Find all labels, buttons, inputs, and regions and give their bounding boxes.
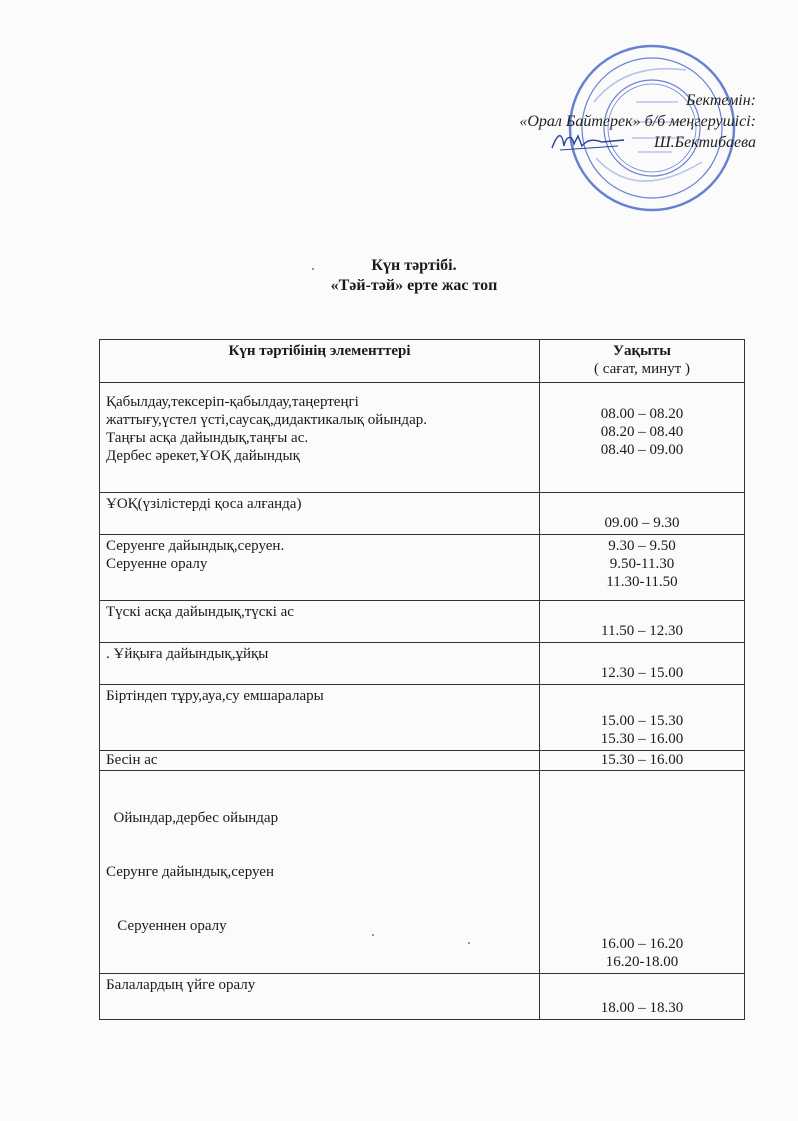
activity-cell xyxy=(100,771,540,974)
activity-line: ҰОҚ(үзілістерді қоса алғанда) xyxy=(106,496,302,512)
time-cell xyxy=(540,601,745,643)
time-value: 11.50 – 12.30 xyxy=(601,623,683,639)
activity-cell xyxy=(100,974,540,1020)
table-row xyxy=(100,601,745,643)
activity-cell xyxy=(100,751,540,771)
activity-line: жаттығу,үстел үсті,саусақ,дидактикалық ойындар. xyxy=(106,412,427,428)
activity-line: Балалардың үйге оралу xyxy=(106,977,256,993)
subtitle-line: «Тәй-тәй» ерте жас топ xyxy=(330,277,498,294)
scan-speck xyxy=(468,942,470,944)
table-header-row xyxy=(100,340,745,383)
time-value: 08.00 – 08.20 xyxy=(600,406,684,422)
table-row xyxy=(100,685,745,751)
time-value: 18.00 – 18.30 xyxy=(600,1000,684,1016)
time-value: 15.30 – 16.00 xyxy=(600,752,684,768)
time-value: 11.30-11.50 xyxy=(606,574,678,590)
time-cell xyxy=(540,383,745,493)
time-cell xyxy=(540,685,745,751)
activity-line: Серуенге дайындық,серуен. xyxy=(106,538,285,554)
time-value: 15.00 – 15.30 xyxy=(600,713,684,729)
time-value: 09.00 – 9.30 xyxy=(604,515,680,531)
table-row xyxy=(100,535,745,601)
document-title xyxy=(0,256,798,296)
activity-line: Таңғы асқа дайындық,таңғы ас. xyxy=(106,430,309,446)
activity-line: Қабылдау,тексеріп-қабылдау,таңертеңгі xyxy=(106,394,359,410)
activity-line: Біртіндеп тұру,ауа,су емшаралары xyxy=(106,688,324,704)
table-row xyxy=(100,493,745,535)
activity-cell xyxy=(100,601,540,643)
activity-cell xyxy=(100,383,540,493)
time-value: 16.00 – 16.20 xyxy=(600,936,684,952)
activity-line: Дербес әрекет,ҰОҚ дайындық xyxy=(106,448,300,464)
table-row xyxy=(100,771,745,974)
scan-speck xyxy=(372,934,374,936)
activity-line: Серунге дайындық,серуен xyxy=(106,864,274,880)
approval-title: Бектемін: xyxy=(686,92,756,109)
time-cell xyxy=(540,493,745,535)
activity-line: Түскі асқа дайындық,түскі ас xyxy=(106,604,294,620)
activity-line: Серуеннен оралу xyxy=(106,918,227,934)
schedule-table xyxy=(99,339,745,1020)
time-value: 9.30 – 9.50 xyxy=(608,538,676,554)
time-cell xyxy=(540,751,745,771)
table-row xyxy=(100,974,745,1020)
activity-line: Бесін ас xyxy=(106,752,158,768)
approval-position: «Орал Байтерек» б/б меңгерушісі: xyxy=(519,113,756,130)
approval-block xyxy=(519,90,756,153)
title-line: Күн тәртібі. xyxy=(371,257,457,274)
activity-cell xyxy=(100,535,540,601)
scan-speck xyxy=(312,268,314,270)
time-header xyxy=(540,340,745,383)
table-row xyxy=(100,751,745,771)
time-cell xyxy=(540,643,745,685)
table-row xyxy=(100,383,745,493)
activity-cell xyxy=(100,493,540,535)
time-value: 08.20 – 08.40 xyxy=(600,424,684,440)
activity-line: . Ұйқыға дайындық,ұйқы xyxy=(106,646,269,662)
time-value: 08.40 – 09.00 xyxy=(600,442,684,458)
time-value: 12.30 – 15.00 xyxy=(600,665,684,681)
table-row xyxy=(100,643,745,685)
time-header-label: Уақыты xyxy=(613,343,671,359)
time-value: 9.50-11.30 xyxy=(609,556,675,572)
activity-cell xyxy=(100,643,540,685)
time-value: 15.30 – 16.00 xyxy=(600,731,684,747)
time-cell xyxy=(540,771,745,974)
activity-line: Серуенне оралу xyxy=(106,556,208,572)
approval-name: Ш.Бектибаева xyxy=(653,134,756,151)
time-cell xyxy=(540,974,745,1020)
time-cell xyxy=(540,535,745,601)
elements-header: Күн тәртібінің элементтері xyxy=(100,340,540,383)
activity-cell xyxy=(100,685,540,751)
activity-line: Ойындар,дербес ойындар xyxy=(106,810,279,826)
time-header-unit: ( сағат, минут ) xyxy=(594,361,690,377)
time-value: 16.20-18.00 xyxy=(605,954,679,970)
